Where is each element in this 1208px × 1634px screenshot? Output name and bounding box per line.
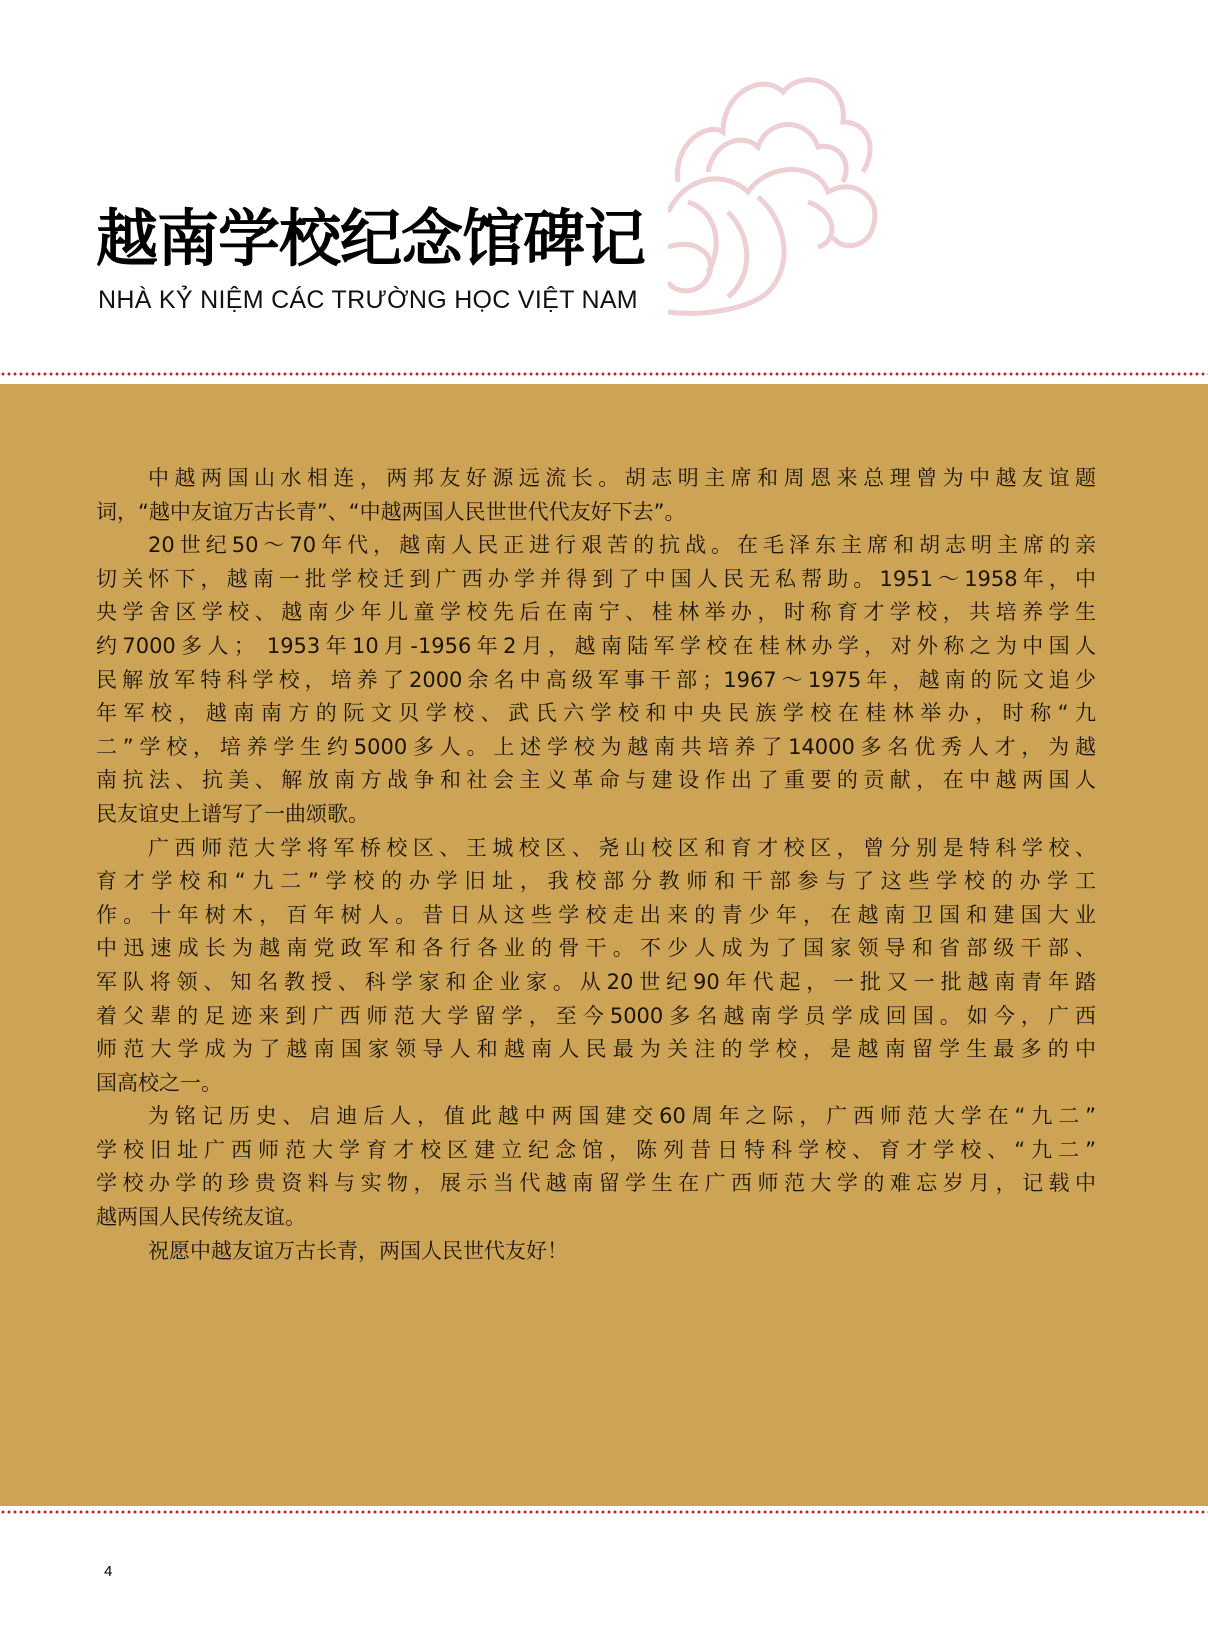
page-number: 4: [104, 1563, 113, 1580]
text-line: 作。十年树木，百年树人。昔日从这些学校走出来的青少年，在越南卫国和建国大业: [96, 902, 1096, 927]
text-line: 为铭记历史、启迪后人，值此越中两国建交60周年之际，广西师范大学在“九二”: [148, 1104, 1096, 1129]
text-line: 约7000多人； 1953年10月-1956年2月，越南陆军学校在桂林办学，对外称之为中国人: [96, 633, 1096, 658]
cloud-ornament-icon: [668, 62, 888, 322]
text-line: 育才学校和“九二”学校的办学旧址，我校部分教师和干部参与了这些学校的办学工: [96, 869, 1096, 894]
text-line: 中迅速成长为越南党政军和各行各业的骨干。不少人成为了国家领导和省部级干部、: [96, 936, 1096, 961]
text-line: 央学舍区学校、越南少年儿童学校先后在南宁、桂林举办，时称育才学校，共培养学生: [96, 600, 1096, 625]
text-line: 年军校，越南南方的阮文贝学校、武氏六学校和中央民族学校在桂林举办，时称“九: [96, 701, 1096, 726]
text-line: 民友谊史上谱写了一曲颂歌。: [96, 801, 369, 826]
paragraph: [96, 1100, 1096, 1234]
text-line: 切关怀下，越南一批学校迁到广西办学并得到了中国人民无私帮助。1951～1958年，中: [96, 566, 1096, 591]
memorial-text: [96, 462, 1096, 1268]
text-line: 学校旧址广西师范大学育才校区建立纪念馆，陈列昔日特科学校、育才学校、“九二”: [96, 1137, 1096, 1162]
text-line: 祝愿中越友谊万古长青，两国人民世代友好！: [148, 1238, 568, 1263]
paragraph: [96, 529, 1096, 831]
text-line: 国高校之一。: [96, 1070, 222, 1095]
text-line: 着父辈的足迹来到广西师范大学留学，至今5000多名越南学员学成回国。如今，广西: [96, 1003, 1096, 1028]
text-line: 词，“越中友谊万古长青”、“中越两国人民世世代代友好下去”。: [96, 499, 686, 524]
dotted-divider-top: [0, 372, 1208, 376]
page-subtitle: NHÀ KỶ NIỆM CÁC TRƯỜNG HỌC VIỆT NAM: [98, 286, 638, 314]
dotted-divider-bottom: [0, 1510, 1208, 1514]
text-line: 民解放军特科学校，培养了2000余名中高级军事干部；1967～1975年，越南的阮文追少: [96, 667, 1096, 692]
text-line: 学校办学的珍贵资料与实物，展示当代越南留学生在广西师范大学的难忘岁月，记载中: [96, 1171, 1096, 1196]
text-line: 20世纪50～70年代，越南人民正进行艰苦的抗战。在毛泽东主席和胡志明主席的亲: [148, 533, 1096, 558]
text-line: 中越两国山水相连，两邦友好源远流长。胡志明主席和周恩来总理曾为中越友谊题: [148, 466, 1096, 490]
text-line: 二”学校，培养学生约5000多人。上述学校为越南共培养了14000多名优秀人才，为越: [96, 734, 1096, 759]
text-line: 南抗法、抗美、解放南方战争和社会主义革命与建设作出了重要的贡献，在中越两国人: [96, 768, 1096, 793]
paragraph: [96, 462, 1096, 529]
text-line: 广西师范大学将军桥校区、王城校区、尧山校区和育才校区，曾分别是特科学校、: [148, 835, 1096, 860]
paragraph: [96, 832, 1096, 1101]
page-title: 越南学校纪念馆碑记: [96, 202, 646, 275]
paragraph: [96, 1235, 1096, 1269]
text-line: 军队将领、知名教授、科学家和企业家。从20世纪90年代起，一批又一批越南青年踏: [96, 969, 1096, 994]
text-line: 越两国人民传统友谊。: [96, 1205, 306, 1230]
text-line: 师范大学成为了越南国家领导人和越南人民最为关注的学校，是越南留学生最多的中: [96, 1037, 1096, 1062]
